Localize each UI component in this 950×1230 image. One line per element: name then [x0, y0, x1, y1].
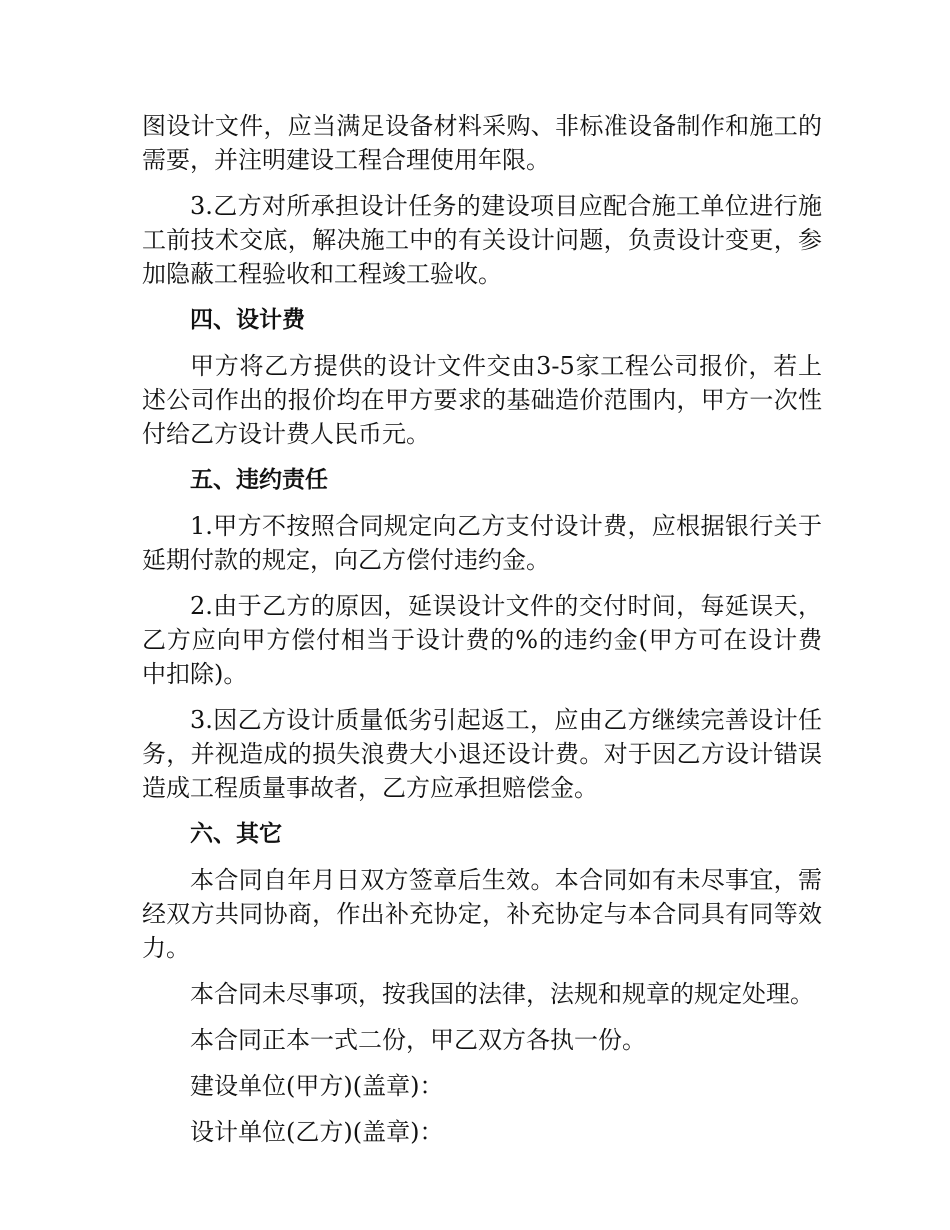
paragraph-other-1: 本合同自年月日双方签章后生效。本合同如有未尽事宜，需经双方共同协商，作出补充协定，补充协定与本合同具有同等效力。 — [142, 866, 822, 962]
paragraph-continuation: 图设计文件，应当满足设备材料采购、非标准设备制作和施工的需要，并注明建设工程合理使用年限。 — [142, 112, 822, 174]
signature-line-party-a: 建设单位(甲方)(盖章)： — [190, 1072, 444, 1100]
paragraph-other-3: 本合同正本一式二份，甲乙双方各执一份。 — [190, 1026, 646, 1054]
signature-line-party-b: 设计单位(乙方)(盖章)： — [190, 1118, 444, 1146]
paragraph-design-fee: 甲方将乙方提供的设计文件交由3-5家工程公司报价，若上述公司作出的报价均在甲方要求的基础造价范围内，甲方一次性付给乙方设计费人民币元。 — [142, 352, 822, 448]
paragraph-design-clause-3: 3.乙方对所承担设计任务的建设项目应配合施工单位进行施工前技术交底，解决施工中的有关设计问题，负责设计变更，参加隐蔽工程验收和工程竣工验收。 — [142, 192, 822, 288]
paragraph-breach-2: 2.由于乙方的原因，延误设计文件的交付时间，每延误天，乙方应向甲方偿付相当于设计费的%的违约金(甲方可在设计费中扣除)。 — [142, 592, 822, 688]
paragraph-breach-1: 1.甲方不按照合同规定向乙方支付设计费，应根据银行关于延期付款的规定，向乙方偿付违约金。 — [142, 512, 822, 574]
paragraph-breach-3: 3.因乙方设计质量低劣引起返工，应由乙方继续完善设计任务，并视造成的损失浪费大小退还设计费。对于因乙方设计错误造成工程质量事故者，乙方应承担赔偿金。 — [142, 706, 822, 802]
section-heading-other: 六、其它 — [190, 821, 282, 847]
document-body — [142, 109, 822, 1161]
paragraph-other-2: 本合同未尽事项，按我国的法律，法规和规章的规定处理。 — [190, 980, 814, 1008]
section-heading-breach: 五、违约责任 — [190, 467, 328, 493]
section-heading-design-fee: 四、设计费 — [190, 307, 305, 333]
